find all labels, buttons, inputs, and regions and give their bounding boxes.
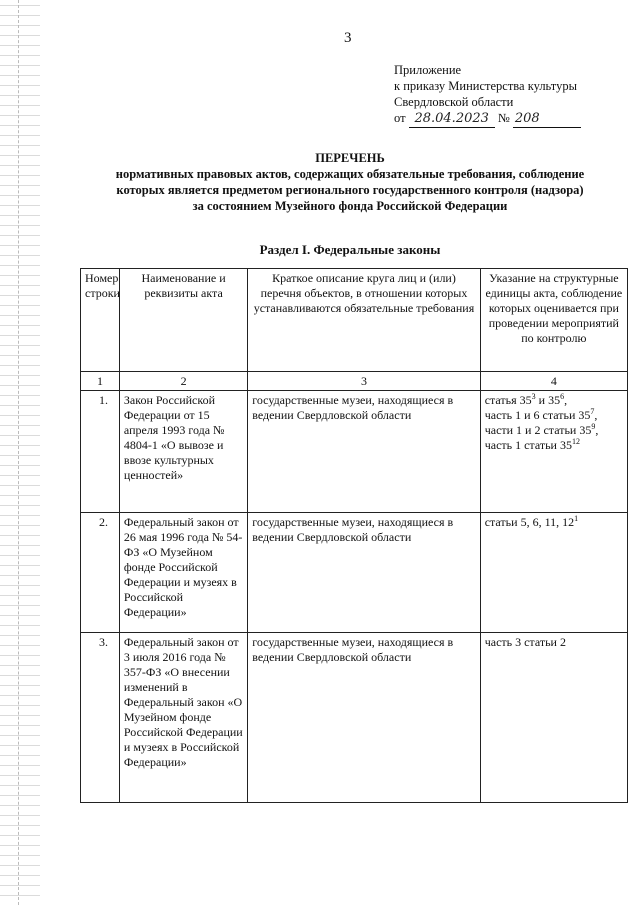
header-act: Наименование и реквизиты акта — [119, 269, 247, 372]
handwritten-number: 208 — [513, 111, 581, 128]
subjects: государственные музеи, находящиеся в ведении Свердловской области — [248, 391, 480, 513]
column-number: 3 — [248, 372, 480, 391]
header-refs: Указание на структурные единицы акта, соблюдение которых оценивается при проведении мероприятий по контролю — [480, 269, 627, 372]
table-header-row — [81, 269, 628, 372]
laws-table — [80, 268, 628, 803]
header-number: Номер строки — [81, 269, 120, 372]
date-prefix: от — [394, 111, 406, 125]
appendix-block — [394, 62, 581, 128]
appendix-line-3: Свердловской области — [394, 95, 514, 109]
refs: статьи 5, 6, 11, $12^1$ — [480, 513, 627, 633]
ref-line: часть 1 статьи $35^{12}$ — [484, 437, 580, 452]
column-number: 4 — [480, 372, 627, 391]
title-line-2: нормативных правовых актов, содержащих обязательные требования, соблюдение — [115, 167, 585, 181]
section-title: Раздел I. Федеральные законы — [259, 242, 441, 257]
page-number: 3 — [344, 30, 352, 46]
appendix-date-line — [394, 110, 581, 128]
column-numbers-row — [81, 372, 628, 391]
act-name: Федеральный закон от 3 июля 2016 года № 357-ФЗ «О внесении изменений в Федеральный закон «О Музейном фонде Российской Федерации и музеях в Российской Федерации» — [119, 633, 247, 803]
header-subjects: Краткое описание круга лиц и (или) перечня объектов, в отношении которых устанавливаются обязательные требования — [248, 269, 480, 372]
document-title — [90, 150, 610, 214]
act-name: Закон Российской Федерации от 15 апреля 1993 года № 4804-1 «О вывозе и ввозе культурных ценностей» — [119, 391, 247, 513]
row-number: 1. — [81, 391, 120, 513]
ref-line: часть 1 и 6 статьи $35^7$, — [484, 407, 598, 422]
scan-edge-noise — [0, 0, 40, 905]
subjects: государственные музеи, находящиеся в ведении Свердловской области — [248, 633, 480, 803]
subjects: государственные музеи, находящиеся в ведении Свердловской области — [248, 513, 480, 633]
table-row — [81, 391, 628, 513]
ref-line: статья $35^3$ и $35^6$, — [484, 392, 568, 407]
column-number: 1 — [81, 372, 120, 391]
title-line-1: ПЕРЕЧЕНЬ — [315, 151, 385, 165]
title-line-4: за состоянием Музейного фонда Российской Федерации — [192, 199, 508, 213]
act-name: Федеральный закон от 26 мая 1996 года № 54-ФЗ «О Музейном фонде Российской Федерации и музеях в Российской Федерации» — [119, 513, 247, 633]
table-row — [81, 513, 628, 633]
ref-line: части 1 и 2 статьи $35^9$, — [484, 422, 599, 437]
title-line-3: которых является предметом регионального государственного контроля (надзора) — [116, 183, 584, 197]
handwritten-date: 28.04.2023 — [409, 111, 495, 128]
refs — [480, 391, 627, 513]
number-prefix: № — [497, 111, 510, 125]
column-number: 2 — [119, 372, 247, 391]
table-row — [81, 633, 628, 803]
appendix-line-2: к приказу Министерства культуры — [394, 79, 577, 93]
appendix-line-1: Приложение — [394, 63, 462, 77]
row-number: 3. — [81, 633, 120, 803]
refs: часть 3 статьи 2 — [480, 633, 627, 803]
scan-edge-line — [18, 0, 20, 905]
row-number: 2. — [81, 513, 120, 633]
